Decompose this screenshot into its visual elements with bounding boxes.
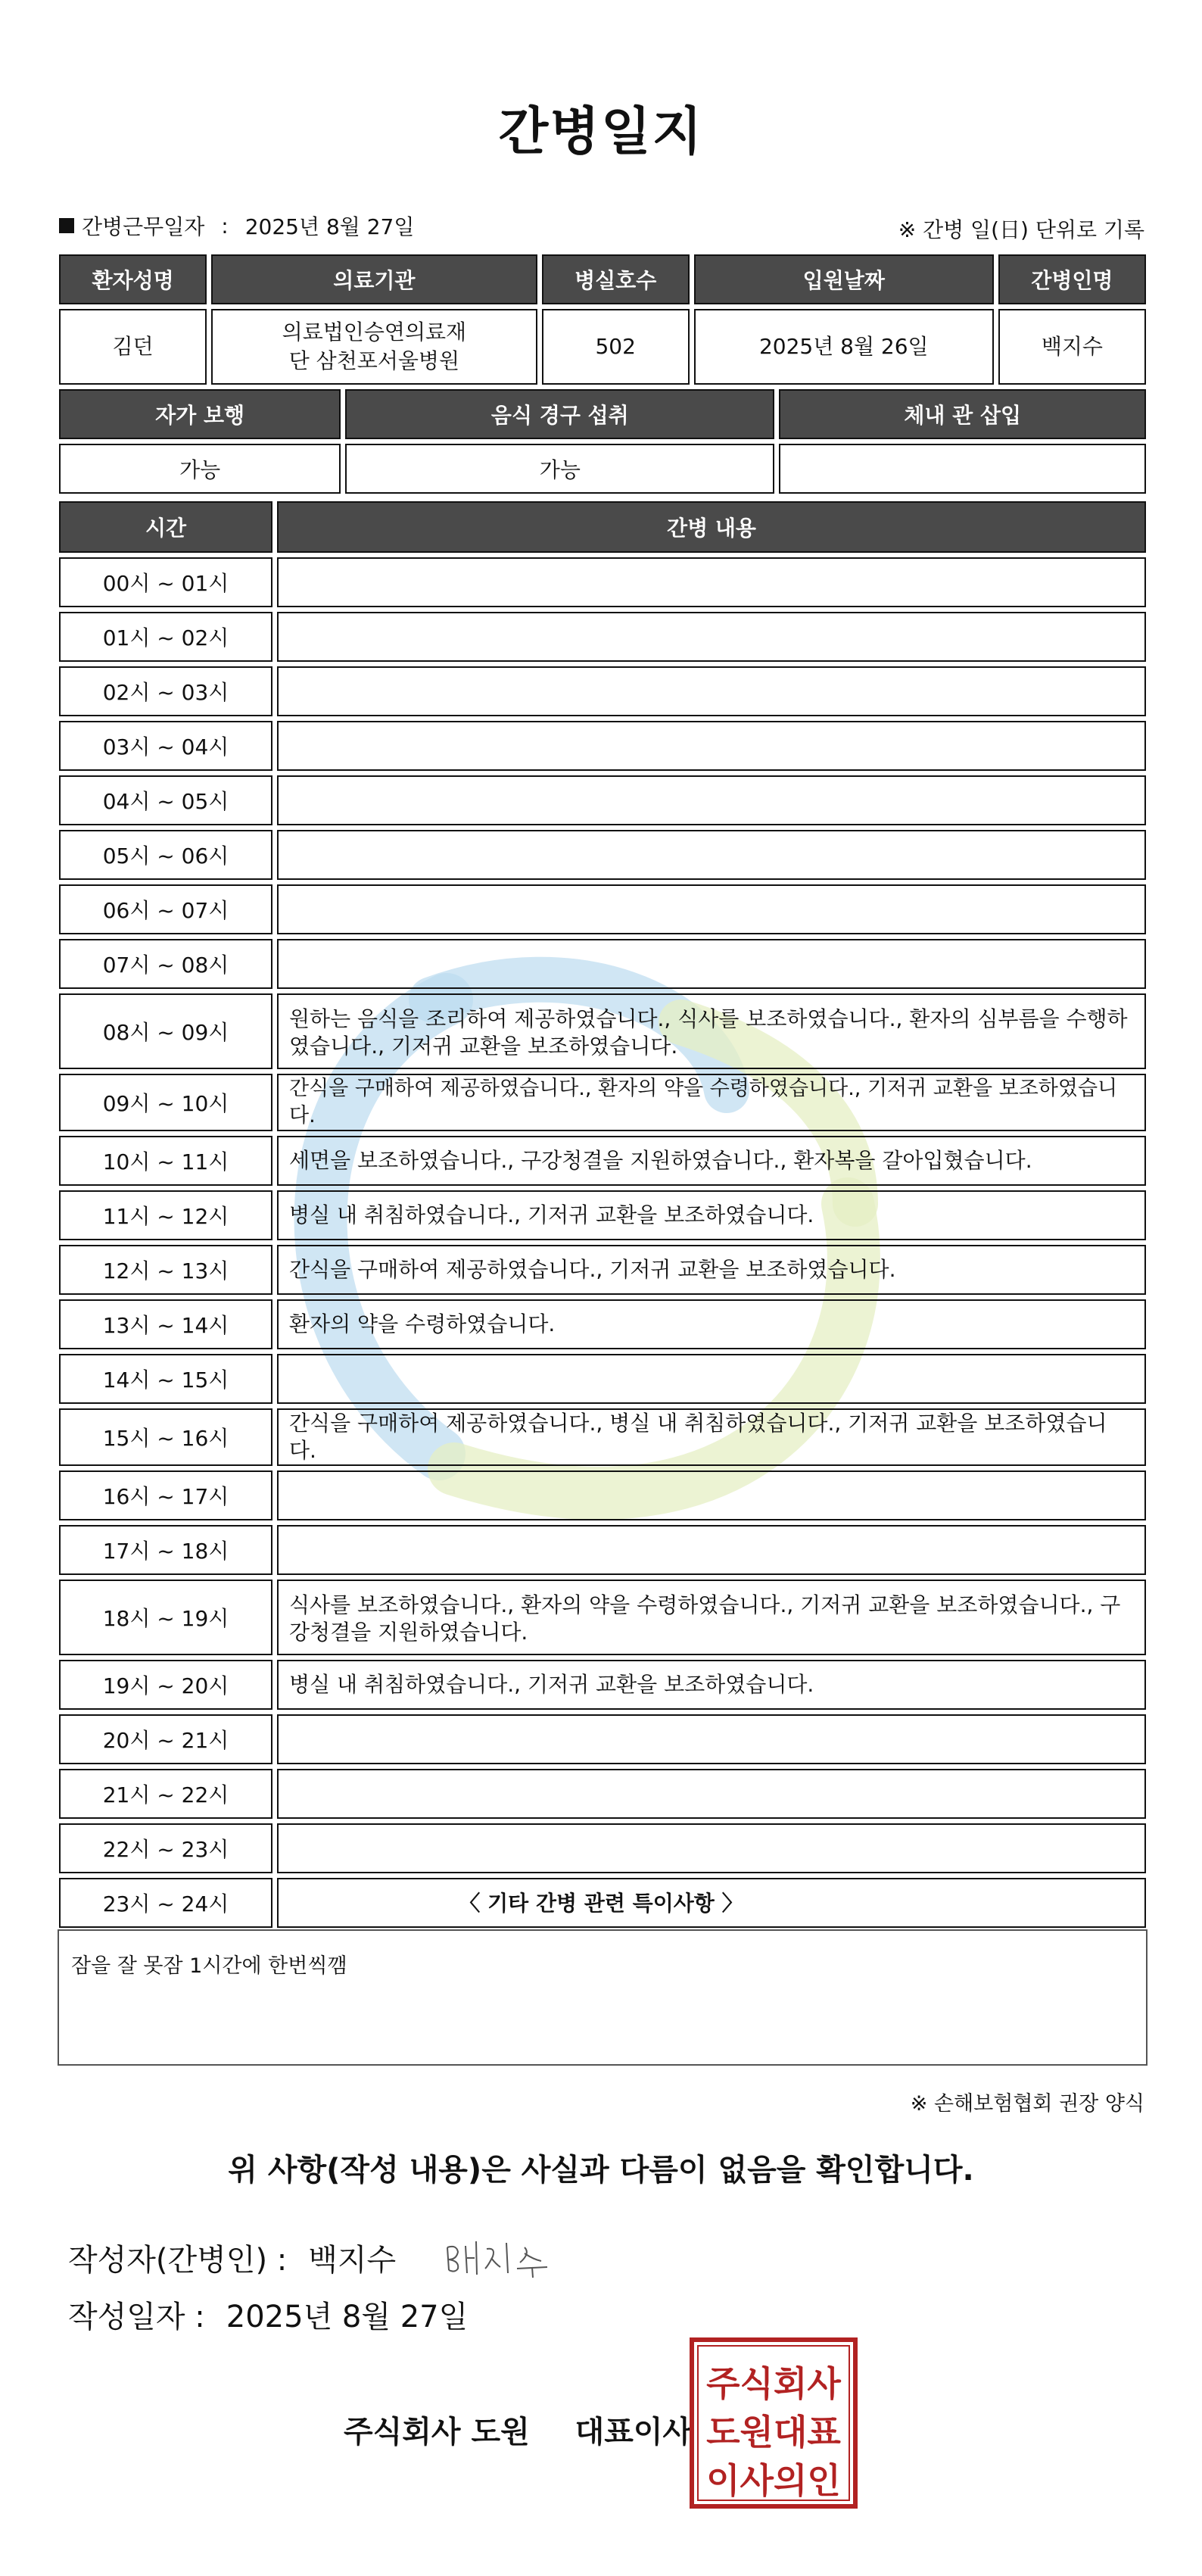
table-row [59,1354,1146,1404]
seal-line-2: 도원대표 [706,2412,841,2453]
row-time: 19시 ~ 20시 [59,1660,272,1710]
row-time: 20시 ~ 21시 [59,1714,272,1764]
row-content: 간식을 구매하여 제공하였습니다., 환자의 약을 수령하였습니다., 기저귀 교환을 보조하였습니다. [277,1074,1146,1131]
page-title: 간병일지 [498,102,704,162]
caregiver-name: 백지수 [998,309,1146,385]
table-row [59,1714,1146,1764]
table-row [59,666,1146,716]
seal-line-3: 이사의인 [706,2460,841,2501]
row-content [277,1354,1146,1404]
table-row [59,1074,1146,1131]
tube-insertion-value [779,444,1146,494]
hourly-care-log-table [54,497,1151,1932]
table-row [59,1769,1146,1819]
oral-intake-value: 가능 [345,444,774,494]
row-content: 환자의 약을 수령하였습니다. [277,1299,1146,1349]
row-content: 병실 내 취침하였습니다., 기저귀 교환을 보조하였습니다. [277,1190,1146,1240]
header-admission-date: 입원날짜 [694,254,994,304]
row-content: 간식을 구매하여 제공하였습니다., 기저귀 교환을 보조하였습니다. [277,1245,1146,1295]
row-time: 04시 ~ 05시 [59,775,272,825]
company-signature-line [344,2408,692,2451]
writer-label: 작성자(간병인) : [68,2242,288,2278]
room-number: 502 [542,309,690,385]
special-notes-box: 잠을 잘 못잠 1시간에 한번씩깸 [58,1929,1148,2066]
seal-line-1: 주식회사 [706,2363,841,2404]
table-row [59,612,1146,662]
row-time: 22시 ~ 23시 [59,1823,272,1873]
row-content [277,1470,1146,1520]
hospital-name: 의료법인승연의료재 단 삼천포서울병원 [211,309,537,385]
row-content: 식사를 보조하였습니다., 환자의 약을 수령하였습니다., 기저귀 교환을 보조하였습니다., 구강청결을 지원하였습니다. [277,1580,1146,1655]
work-date-separator: : [221,213,229,239]
row-time: 21시 ~ 22시 [59,1769,272,1819]
row-time: 23시 ~ 24시 [59,1878,272,1928]
header-hospital: 의료기관 [211,254,537,304]
row-content [277,1525,1146,1575]
row-content [277,884,1146,934]
table-row [59,884,1146,934]
writer-row [68,2231,562,2284]
table-row [59,557,1146,607]
table-row [59,1299,1146,1349]
row-content [277,721,1146,771]
header-patient-name: 환자성명 [59,254,207,304]
row-time: 18시 ~ 19시 [59,1580,272,1655]
row-content: 원하는 음식을 조리하여 제공하였습니다., 식사를 보조하였습니다., 환자의 심부름을 수행하였습니다., 기저귀 교환을 보조하였습니다. [277,993,1146,1069]
row-time: 17시 ~ 18시 [59,1525,272,1575]
row-time: 13시 ~ 14시 [59,1299,272,1349]
form-source-note: ※ 손해보험협회 권장 양식 [910,2092,1144,2116]
row-time: 05시 ~ 06시 [59,830,272,880]
table-row [59,1190,1146,1240]
company-seal-icon [689,2337,858,2509]
table-row [59,1245,1146,1295]
header-care-content: 간병 내용 [277,501,1146,553]
table-row [59,721,1146,771]
row-content: 간식을 구매하여 제공하였습니다., 병실 내 취침하였습니다., 기저귀 교환을 보조하였습니다. [277,1408,1146,1466]
table-row [59,830,1146,880]
row-time: 15시 ~ 16시 [59,1408,272,1466]
row-time: 02시 ~ 03시 [59,666,272,716]
table-row [59,939,1146,989]
row-content [277,1769,1146,1819]
row-content [277,1823,1146,1873]
table-row [59,1823,1146,1873]
table-row [59,1408,1146,1466]
row-time: 14시 ~ 15시 [59,1354,272,1404]
table-row [59,993,1146,1069]
row-time: 08시 ~ 09시 [59,993,272,1069]
header-self-walking: 자가 보행 [59,389,341,439]
table-row [59,1136,1146,1186]
row-time: 12시 ~ 13시 [59,1245,272,1295]
admission-date: 2025년 8월 26일 [694,309,994,385]
special-notes-title: 〈 기타 간병 관련 특이사항 〉 [459,1891,743,1916]
header-room: 병실호수 [542,254,690,304]
table-row [59,1470,1146,1520]
table-row [59,1580,1146,1655]
row-content [277,666,1146,716]
writer-name: 백지수 [308,2242,397,2278]
table-row [59,1660,1146,1710]
patient-info-table [54,250,1151,389]
row-time: 03시 ~ 04시 [59,721,272,771]
row-content [277,612,1146,662]
row-time: 06시 ~ 07시 [59,884,272,934]
row-time: 01시 ~ 02시 [59,612,272,662]
row-time: 00시 ~ 01시 [59,557,272,607]
daily-record-note: ※ 간병 일(日) 단위로 기록 [898,217,1144,242]
table-row [59,775,1146,825]
table-row [59,1525,1146,1575]
row-content [277,775,1146,825]
row-time: 07시 ~ 08시 [59,939,272,989]
written-date-value: 2025년 8월 27일 [226,2300,469,2334]
ceo-title: 대표이사 [575,2415,693,2450]
handwritten-signature-icon [441,2231,562,2284]
written-date-label: 작성일자 : [68,2300,205,2334]
row-time: 10시 ~ 11시 [59,1136,272,1186]
work-date-label: 간병근무일자 [82,214,205,239]
row-time: 16시 ~ 17시 [59,1470,272,1520]
header-caregiver: 간병인명 [998,254,1146,304]
row-time: 09시 ~ 10시 [59,1074,272,1131]
patient-status-table [54,385,1151,498]
row-content [277,830,1146,880]
row-content: 세면을 보조하였습니다., 구강청결을 지원하였습니다., 환자복을 갈아입혔습니다. [277,1136,1146,1186]
row-time: 11시 ~ 12시 [59,1190,272,1240]
row-content [277,1714,1146,1764]
header-tube-insertion: 체내 관 삽입 [779,389,1146,439]
square-bullet-icon [59,218,74,233]
header-oral-intake: 음식 경구 섭취 [345,389,774,439]
self-walking-value: 가능 [59,444,341,494]
row-content [277,557,1146,607]
header-time: 시간 [59,501,272,553]
confirmation-statement: 위 사항(작성 내용)은 사실과 다름이 없음을 확인합니다. [228,2153,974,2188]
work-date [59,211,414,241]
work-date-value: 2025년 8월 27일 [244,214,415,239]
patient-name: 김던 [59,309,207,385]
row-content: 병실 내 취침하였습니다., 기저귀 교환을 보조하였습니다. [277,1660,1146,1710]
written-date-row [68,2293,468,2336]
row-content [277,939,1146,989]
company-name: 주식회사 도원 [344,2415,530,2450]
